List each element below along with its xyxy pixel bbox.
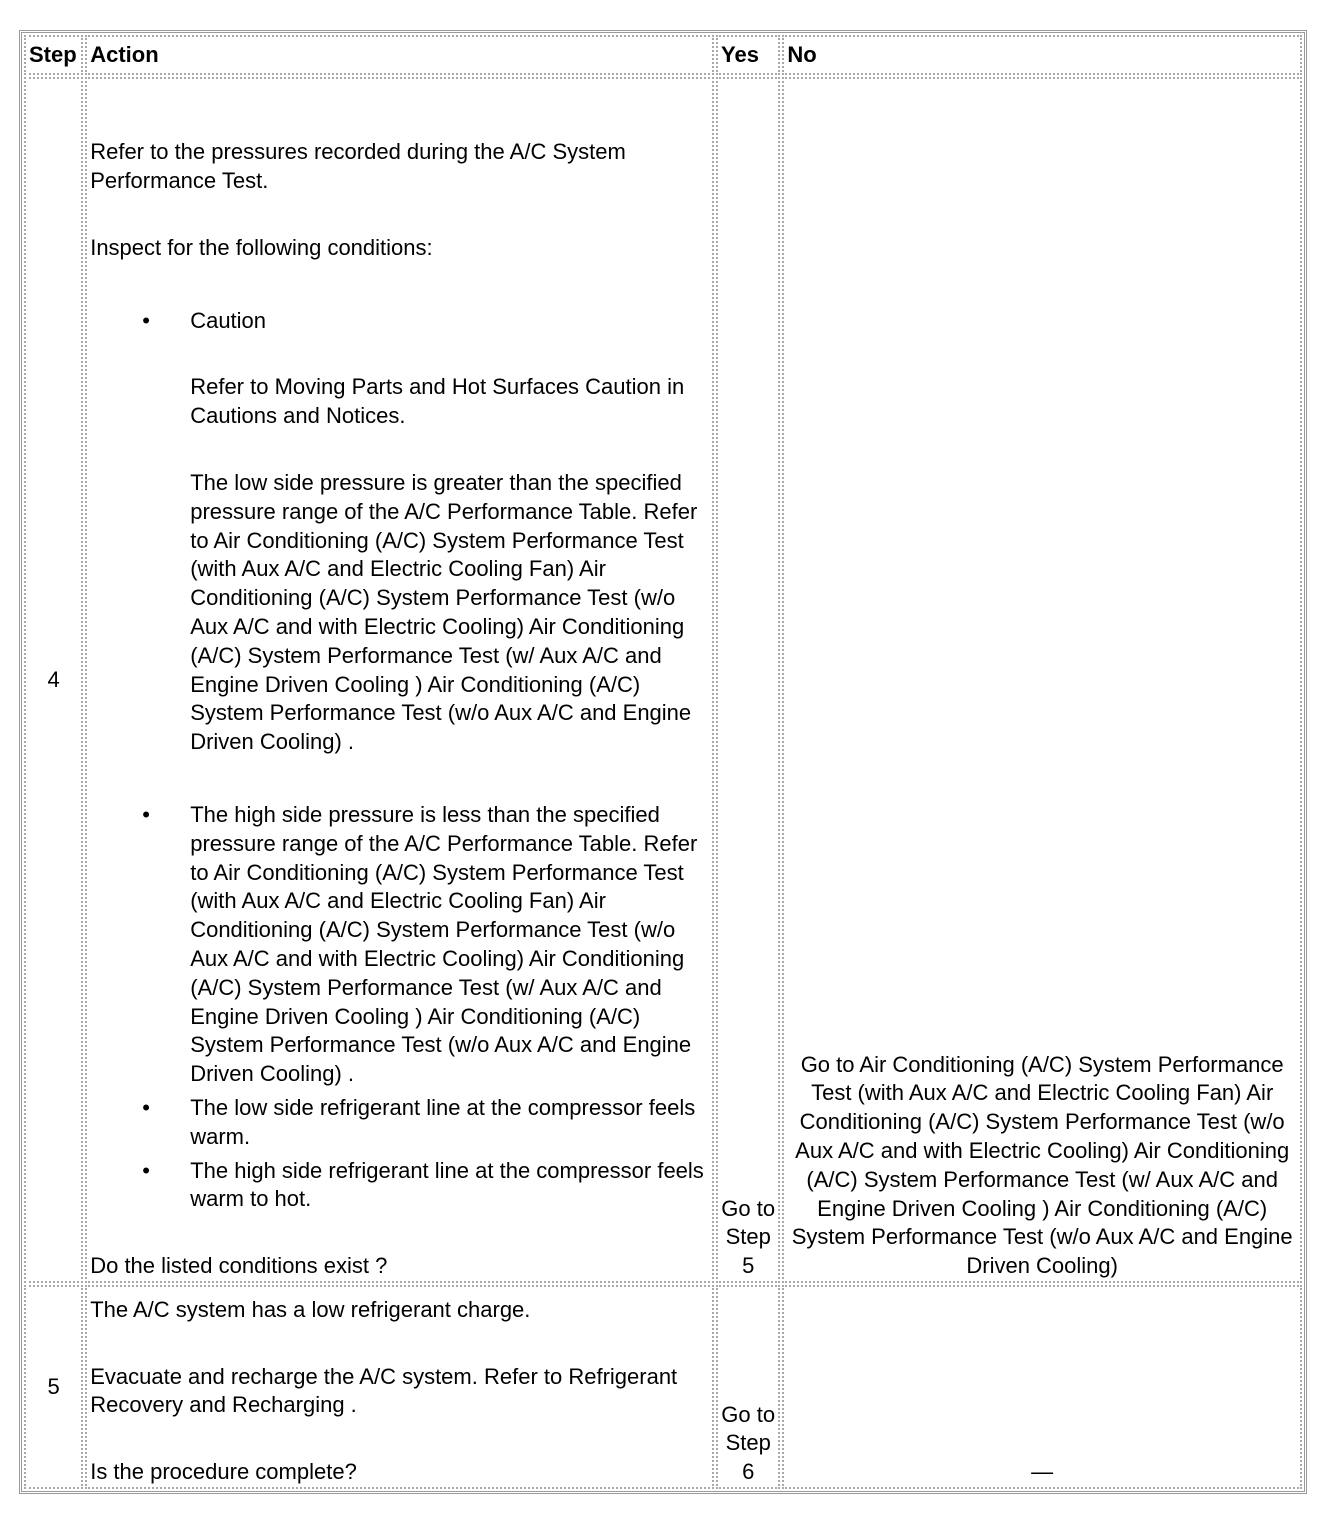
condition-text: The high side pressure is less than the specified pressure range of the A/C Performance Table. Refer to Air Conditioning (A/C) System Performance Test (with Aux A/C and Electric Cooling Fan) Air Conditioning (A/C) System Performance Test (w/o Aux A/C and with Electric Cooling) Air Conditioning (A/C) System Performance Test (w/ Aux A/C and Engine Driven Cooling ) Air Conditioning (A/C) System Performance Test (w/o Aux A/C and Engine Driven Cooling) . [190, 802, 698, 1087]
list-item [90, 307, 709, 801]
table-row [24, 77, 1302, 1283]
bullet-icon: • [142, 1095, 150, 1121]
action-cell [85, 77, 714, 1283]
action-question: Is the procedure complete? [90, 1459, 357, 1485]
yes-cell: Go to Step 5 [716, 77, 780, 1283]
action-instruction: Inspect for the following conditions: [90, 234, 433, 260]
caution-text: Refer to Moving Parts and Hot Surfaces Caution in Cautions and Notices. [190, 374, 685, 429]
list-item [90, 1157, 709, 1215]
action-intro: The A/C system has a low refrigerant charge. [90, 1296, 531, 1322]
no-cell: — [782, 1285, 1302, 1489]
step-number: 5 [24, 1285, 83, 1489]
bullet-icon: • [142, 1157, 150, 1183]
action-question: Do the listed conditions exist ? [90, 1253, 388, 1279]
bullet-icon: • [142, 307, 150, 333]
caution-heading: Caution [190, 307, 267, 333]
diagnostic-table [19, 30, 1307, 1494]
action-intro: Refer to the pressures recorded during the A/C System Performance Test. [90, 139, 626, 194]
action-cell [85, 1285, 714, 1489]
header-yes: Yes [716, 35, 780, 75]
table-row [24, 1285, 1302, 1489]
header-no: No [782, 35, 1302, 75]
header-step: Step [24, 35, 83, 75]
list-item [90, 801, 709, 1094]
yes-cell: Go to Step 6 [716, 1285, 780, 1489]
action-instruction: Evacuate and recharge the A/C system. Refer to Refrigerant Recovery and Recharging . [90, 1363, 678, 1418]
header-action: Action [85, 35, 714, 75]
condition-list [90, 307, 709, 1215]
condition-text: The low side pressure is greater than the specified pressure range of the A/C Performance Table. Refer to Air Conditioning (A/C) System Performance Test (with Aux A/C and Electric Cooling Fan) Air Conditioning (A/C) System Performance Test (w/o Aux A/C and with Electric Cooling) Air Conditioning (A/C) System Performance Test (w/ Aux A/C and Engine Driven Cooling ) Air Conditioning (A/C) System Performance Test (w/o Aux A/C and Engine Driven Cooling) . [190, 470, 698, 755]
step-number: 4 [24, 77, 83, 1283]
no-cell: Go to Air Conditioning (A/C) System Performance Test (with Aux A/C and Electric Cooling Fan) Air Conditioning (A/C) System Performance Test (w/o Aux A/C and with Electric Cooling) Air Conditioning (A/C) System Performance Test (w/ Aux A/C and Engine Driven Cooling ) Air Conditioning (A/C) System Performance Test (w/o Aux A/C and Engine Driven Cooling) [782, 77, 1302, 1283]
condition-text: The high side refrigerant line at the compressor feels warm to hot. [190, 1157, 704, 1212]
list-item [90, 1094, 709, 1157]
header-row [24, 35, 1302, 75]
condition-text: The low side refrigerant line at the compressor feels warm. [190, 1095, 696, 1149]
bullet-icon: • [142, 802, 150, 828]
